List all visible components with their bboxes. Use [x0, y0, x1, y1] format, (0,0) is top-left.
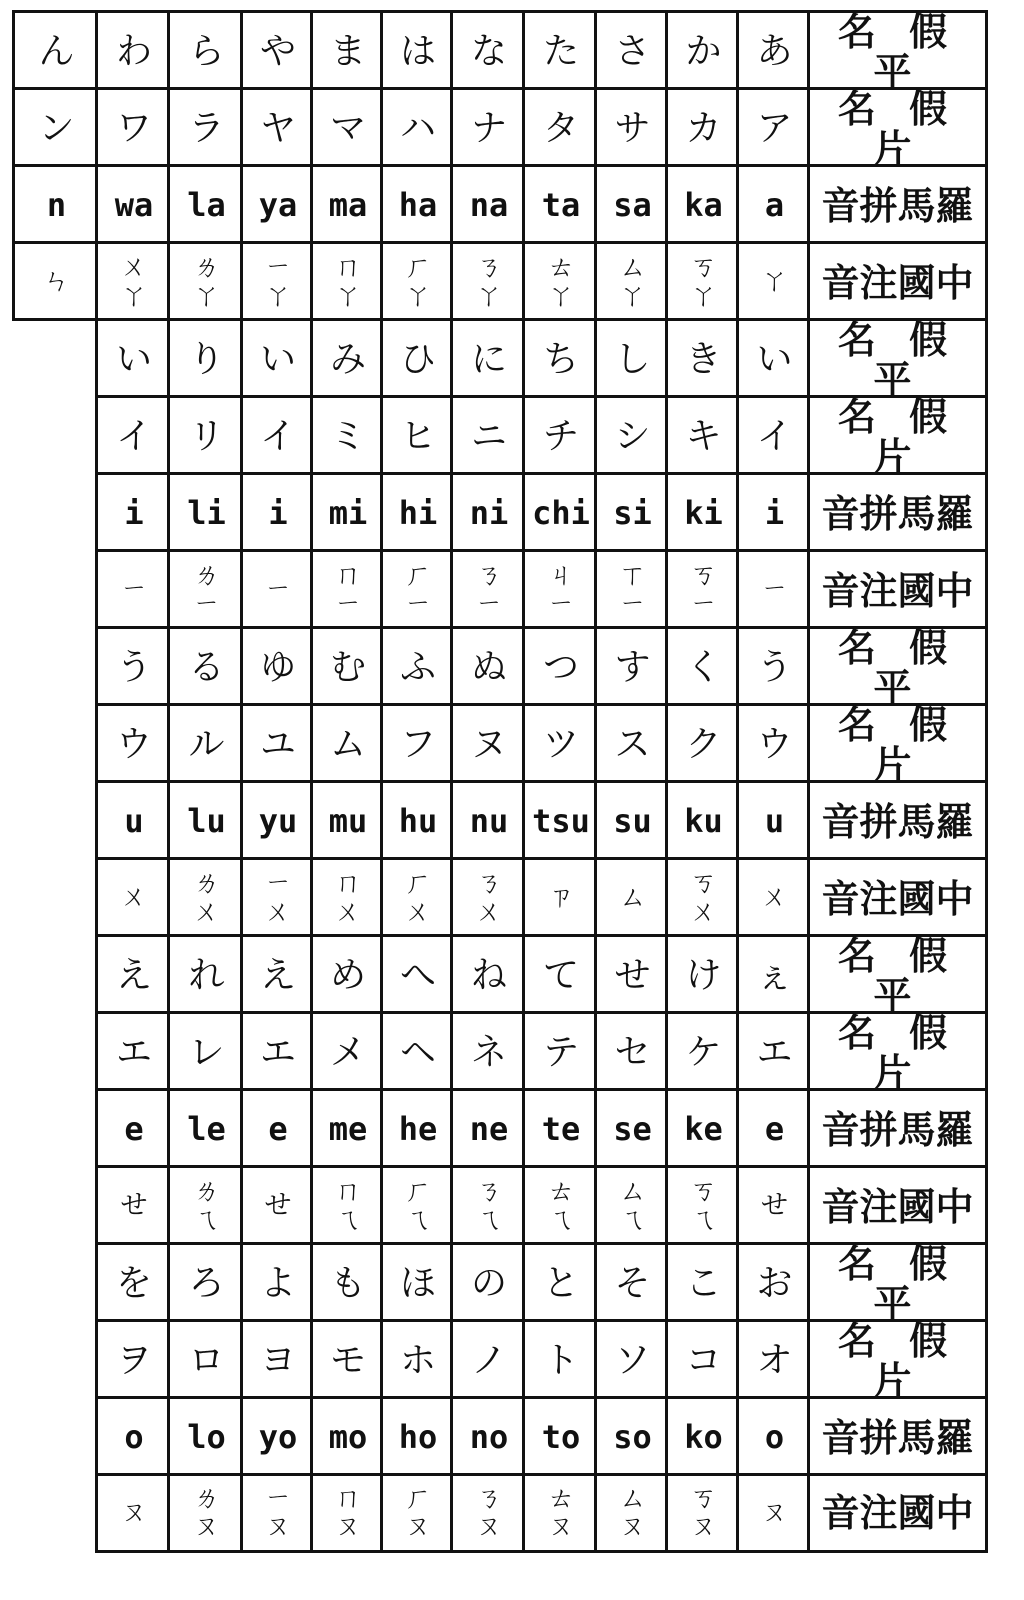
hiragana-cell: り — [167, 318, 243, 398]
hiragana-cell: よ — [240, 1242, 313, 1322]
hiragana-cell: み — [310, 318, 383, 398]
romaji-cell: yo — [240, 1396, 313, 1476]
hiragana-cell: こ — [665, 1242, 739, 1322]
hiragana-cell: も — [310, 1242, 383, 1322]
romaji-cell: i — [95, 472, 170, 552]
katakana-cell: タ — [522, 87, 597, 167]
hiragana-cell: あ — [736, 10, 810, 90]
katakana-cell: ヨ — [240, 1319, 313, 1399]
zhuyin-cell: ㄌ ㄚ — [167, 241, 243, 321]
katakana-cell: モ — [310, 1319, 383, 1399]
zhuyin-cell: ㄋ ㄨ — [450, 857, 525, 937]
zhuyin-cell: ㄊ ㄟ — [522, 1165, 597, 1245]
zhuyin-row-label: 音注國中 — [807, 857, 988, 937]
hiragana-row-label: 名 假 平 — [807, 1242, 988, 1322]
katakana-row-label: 名 假 片 — [807, 703, 988, 783]
zhuyin-cell: ㄗ — [522, 857, 597, 937]
zhuyin-row-label: 音注國中 — [807, 549, 988, 629]
romaji-cell: na — [450, 164, 525, 244]
katakana-cell: イ — [240, 395, 313, 475]
katakana-cell: ケ — [665, 1011, 739, 1091]
katakana-cell: キ — [665, 395, 739, 475]
katakana-cell: カ — [665, 87, 739, 167]
katakana-cell: ミ — [310, 395, 383, 475]
katakana-cell: ム — [310, 703, 383, 783]
romaji-cell: hi — [380, 472, 453, 552]
zhuyin-cell: ㄨ ㄚ — [95, 241, 170, 321]
hiragana-cell: ろ — [167, 1242, 243, 1322]
hiragana-cell: を — [95, 1242, 170, 1322]
katakana-cell: ヌ — [450, 703, 525, 783]
romaji-row-label: 音拼馬羅 — [807, 1088, 988, 1168]
zhuyin-cell: せ — [95, 1165, 170, 1245]
hiragana-cell: や — [240, 10, 313, 90]
hiragana-cell: の — [450, 1242, 525, 1322]
katakana-cell: ス — [594, 703, 668, 783]
hiragana-cell: ら — [167, 10, 243, 90]
katakana-cell: リ — [167, 395, 243, 475]
hiragana-cell: れ — [167, 934, 243, 1014]
hiragana-cell: ぬ — [450, 626, 525, 706]
katakana-cell: イ — [736, 395, 810, 475]
hiragana-cell: は — [380, 10, 453, 90]
zhuyin-cell: ㄋ ㄧ — [450, 549, 525, 629]
zhuyin-cell: ㄙ ㄟ — [594, 1165, 668, 1245]
zhuyin-cell: ㄨ — [736, 857, 810, 937]
romaji-cell: mo — [310, 1396, 383, 1476]
hiragana-cell: い — [240, 318, 313, 398]
romaji-cell: hu — [380, 780, 453, 860]
romaji-cell: i — [240, 472, 313, 552]
romaji-cell: a — [736, 164, 810, 244]
zhuyin-cell: ㄇ ㄧ — [310, 549, 383, 629]
romaji-cell: ko — [665, 1396, 739, 1476]
romaji-cell: su — [594, 780, 668, 860]
zhuyin-cell: ㄌ ㄨ — [167, 857, 243, 937]
romaji-row-label: 音拼馬羅 — [807, 780, 988, 860]
zhuyin-cell: ㄎ ㄡ — [665, 1473, 739, 1553]
katakana-cell: メ — [310, 1011, 383, 1091]
romaji-cell: wa — [95, 164, 170, 244]
katakana-cell: エ — [736, 1011, 810, 1091]
katakana-cell: エ — [95, 1011, 170, 1091]
hiragana-cell: わ — [95, 10, 170, 90]
katakana-cell: ホ — [380, 1319, 453, 1399]
zhuyin-cell: ㄇ ㄡ — [310, 1473, 383, 1553]
zhuyin-cell: ㄣ — [12, 241, 98, 321]
zhuyin-cell: ㄏ ㄚ — [380, 241, 453, 321]
hiragana-row-label: 名 假 平 — [807, 934, 988, 1014]
zhuyin-cell: ㄋ ㄡ — [450, 1473, 525, 1553]
zhuyin-cell: ㄧ — [736, 549, 810, 629]
hiragana-cell: た — [522, 10, 597, 90]
zhuyin-row-label: 音注國中 — [807, 1165, 988, 1245]
romaji-cell: sa — [594, 164, 668, 244]
zhuyin-cell: ㄋ ㄟ — [450, 1165, 525, 1245]
katakana-cell: フ — [380, 703, 453, 783]
katakana-cell: マ — [310, 87, 383, 167]
romaji-cell: ha — [380, 164, 453, 244]
table-step-border — [12, 318, 98, 321]
hiragana-cell: か — [665, 10, 739, 90]
hiragana-cell: え — [95, 934, 170, 1014]
katakana-row-label: 名 假 片 — [807, 87, 988, 167]
hiragana-cell: に — [450, 318, 525, 398]
romaji-cell: u — [736, 780, 810, 860]
katakana-cell: ヲ — [95, 1319, 170, 1399]
zhuyin-cell: ㄇ ㄚ — [310, 241, 383, 321]
romaji-row-label: 音拼馬羅 — [807, 472, 988, 552]
zhuyin-cell: ㄏ ㄨ — [380, 857, 453, 937]
katakana-cell: オ — [736, 1319, 810, 1399]
katakana-cell: ト — [522, 1319, 597, 1399]
zhuyin-cell: ㄇ ㄨ — [310, 857, 383, 937]
romaji-cell: ne — [450, 1088, 525, 1168]
zhuyin-cell: ㄐ ㄧ — [522, 549, 597, 629]
hiragana-cell: ね — [450, 934, 525, 1014]
zhuyin-cell: ㄇ ㄟ — [310, 1165, 383, 1245]
katakana-cell: ハ — [380, 87, 453, 167]
katakana-cell: ユ — [240, 703, 313, 783]
hiragana-cell: つ — [522, 626, 597, 706]
katakana-cell: シ — [594, 395, 668, 475]
katakana-cell: コ — [665, 1319, 739, 1399]
hiragana-row-label: 名 假 平 — [807, 10, 988, 90]
hiragana-cell: ふ — [380, 626, 453, 706]
romaji-cell: ka — [665, 164, 739, 244]
hiragana-cell: ほ — [380, 1242, 453, 1322]
romaji-cell: ni — [450, 472, 525, 552]
zhuyin-cell: ㄡ — [736, 1473, 810, 1553]
hiragana-cell: す — [594, 626, 668, 706]
hiragana-cell: て — [522, 934, 597, 1014]
romaji-cell: me — [310, 1088, 383, 1168]
katakana-cell: ソ — [594, 1319, 668, 1399]
katakana-cell: ン — [12, 87, 98, 167]
hiragana-cell: せ — [594, 934, 668, 1014]
romaji-row-label: 音拼馬羅 — [807, 1396, 988, 1476]
hiragana-cell: る — [167, 626, 243, 706]
zhuyin-cell: ㄧ ㄚ — [240, 241, 313, 321]
zhuyin-cell: ㄏ ㄟ — [380, 1165, 453, 1245]
hiragana-cell: め — [310, 934, 383, 1014]
zhuyin-row-label: 音注國中 — [807, 241, 988, 321]
zhuyin-cell: ㄊ ㄚ — [522, 241, 597, 321]
katakana-cell: エ — [240, 1011, 313, 1091]
katakana-cell: チ — [522, 395, 597, 475]
hiragana-row-label: 名 假 平 — [807, 626, 988, 706]
katakana-cell: ニ — [450, 395, 525, 475]
hiragana-cell: い — [736, 318, 810, 398]
hiragana-cell: う — [736, 626, 810, 706]
romaji-cell: le — [167, 1088, 243, 1168]
romaji-cell: mu — [310, 780, 383, 860]
zhuyin-cell: ㄙ ㄡ — [594, 1473, 668, 1553]
romaji-cell: li — [167, 472, 243, 552]
hiragana-cell: ま — [310, 10, 383, 90]
romaji-cell: u — [95, 780, 170, 860]
hiragana-cell: ぇ — [736, 934, 810, 1014]
hiragana-cell: そ — [594, 1242, 668, 1322]
hiragana-cell: い — [95, 318, 170, 398]
zhuyin-cell: ㄊ ㄡ — [522, 1473, 597, 1553]
hiragana-row-label: 名 假 平 — [807, 318, 988, 398]
zhuyin-cell: ㄌ ㄧ — [167, 549, 243, 629]
romaji-cell: to — [522, 1396, 597, 1476]
katakana-cell: ヤ — [240, 87, 313, 167]
hiragana-cell: へ — [380, 934, 453, 1014]
romaji-cell: e — [736, 1088, 810, 1168]
katakana-cell: テ — [522, 1011, 597, 1091]
katakana-cell: ワ — [95, 87, 170, 167]
zhuyin-cell: せ — [736, 1165, 810, 1245]
romaji-cell: ki — [665, 472, 739, 552]
romaji-cell: ku — [665, 780, 739, 860]
katakana-cell: ネ — [450, 1011, 525, 1091]
katakana-cell: ラ — [167, 87, 243, 167]
zhuyin-cell: ㄙ — [594, 857, 668, 937]
romaji-cell: yu — [240, 780, 313, 860]
romaji-cell: la — [167, 164, 243, 244]
hiragana-cell: ち — [522, 318, 597, 398]
katakana-cell: ナ — [450, 87, 525, 167]
katakana-cell: ロ — [167, 1319, 243, 1399]
hiragana-cell: ん — [12, 10, 98, 90]
zhuyin-cell: ㄧ — [240, 549, 313, 629]
romaji-cell: so — [594, 1396, 668, 1476]
zhuyin-cell: ㄧ ㄨ — [240, 857, 313, 937]
katakana-row-label: 名 假 片 — [807, 395, 988, 475]
katakana-row-label: 名 假 片 — [807, 1319, 988, 1399]
romaji-cell: i — [736, 472, 810, 552]
romaji-cell: chi — [522, 472, 597, 552]
zhuyin-cell: ㄙ ㄚ — [594, 241, 668, 321]
romaji-cell: ho — [380, 1396, 453, 1476]
romaji-cell: e — [95, 1088, 170, 1168]
hiragana-cell: う — [95, 626, 170, 706]
katakana-cell: ツ — [522, 703, 597, 783]
katakana-cell: セ — [594, 1011, 668, 1091]
zhuyin-cell: ㄎ ㄚ — [665, 241, 739, 321]
zhuyin-cell: ㄏ ㄡ — [380, 1473, 453, 1553]
hiragana-cell: く — [665, 626, 739, 706]
katakana-row-label: 名 假 片 — [807, 1011, 988, 1091]
zhuyin-cell: ㄏ ㄧ — [380, 549, 453, 629]
romaji-cell: he — [380, 1088, 453, 1168]
romaji-cell: o — [736, 1396, 810, 1476]
zhuyin-cell: ㄚ — [736, 241, 810, 321]
zhuyin-cell: ㄎ ㄧ — [665, 549, 739, 629]
katakana-cell: ル — [167, 703, 243, 783]
hiragana-cell: ひ — [380, 318, 453, 398]
romaji-cell: se — [594, 1088, 668, 1168]
katakana-cell: ノ — [450, 1319, 525, 1399]
hiragana-cell: な — [450, 10, 525, 90]
zhuyin-cell: せ — [240, 1165, 313, 1245]
romaji-cell: ya — [240, 164, 313, 244]
hiragana-cell: え — [240, 934, 313, 1014]
hiragana-cell: け — [665, 934, 739, 1014]
katakana-cell: ク — [665, 703, 739, 783]
zhuyin-cell: ㄌ ㄟ — [167, 1165, 243, 1245]
romaji-cell: ta — [522, 164, 597, 244]
zhuyin-cell: ㄧ — [95, 549, 170, 629]
zhuyin-cell: ㄡ — [95, 1473, 170, 1553]
zhuyin-cell: ㄋ ㄚ — [450, 241, 525, 321]
zhuyin-cell: ㄎ ㄨ — [665, 857, 739, 937]
romaji-cell: ke — [665, 1088, 739, 1168]
romaji-row-label: 音拼馬羅 — [807, 164, 988, 244]
romaji-cell: te — [522, 1088, 597, 1168]
hiragana-cell: し — [594, 318, 668, 398]
romaji-cell: tsu — [522, 780, 597, 860]
romaji-cell: o — [95, 1396, 170, 1476]
katakana-cell: サ — [594, 87, 668, 167]
romaji-cell: nu — [450, 780, 525, 860]
romaji-cell: e — [240, 1088, 313, 1168]
katakana-cell: ア — [736, 87, 810, 167]
hiragana-cell: き — [665, 318, 739, 398]
zhuyin-row-label: 音注國中 — [807, 1473, 988, 1553]
zhuyin-cell: ㄌ ㄡ — [167, 1473, 243, 1553]
katakana-cell: イ — [95, 395, 170, 475]
hiragana-cell: ゆ — [240, 626, 313, 706]
zhuyin-cell: ㄒ ㄧ — [594, 549, 668, 629]
romaji-cell: lu — [167, 780, 243, 860]
zhuyin-cell: ㄧ ㄡ — [240, 1473, 313, 1553]
romaji-cell: mi — [310, 472, 383, 552]
hiragana-cell: さ — [594, 10, 668, 90]
katakana-cell: ヒ — [380, 395, 453, 475]
romaji-cell: n — [12, 164, 98, 244]
hiragana-cell: む — [310, 626, 383, 706]
romaji-cell: ma — [310, 164, 383, 244]
hiragana-cell: と — [522, 1242, 597, 1322]
zhuyin-cell: ㄨ — [95, 857, 170, 937]
romaji-cell: lo — [167, 1396, 243, 1476]
romaji-cell: si — [594, 472, 668, 552]
romaji-cell: no — [450, 1396, 525, 1476]
katakana-cell: ヘ — [380, 1011, 453, 1091]
zhuyin-cell: ㄎ ㄟ — [665, 1165, 739, 1245]
hiragana-cell: お — [736, 1242, 810, 1322]
katakana-cell: ウ — [95, 703, 170, 783]
katakana-cell: ウ — [736, 703, 810, 783]
katakana-cell: レ — [167, 1011, 243, 1091]
